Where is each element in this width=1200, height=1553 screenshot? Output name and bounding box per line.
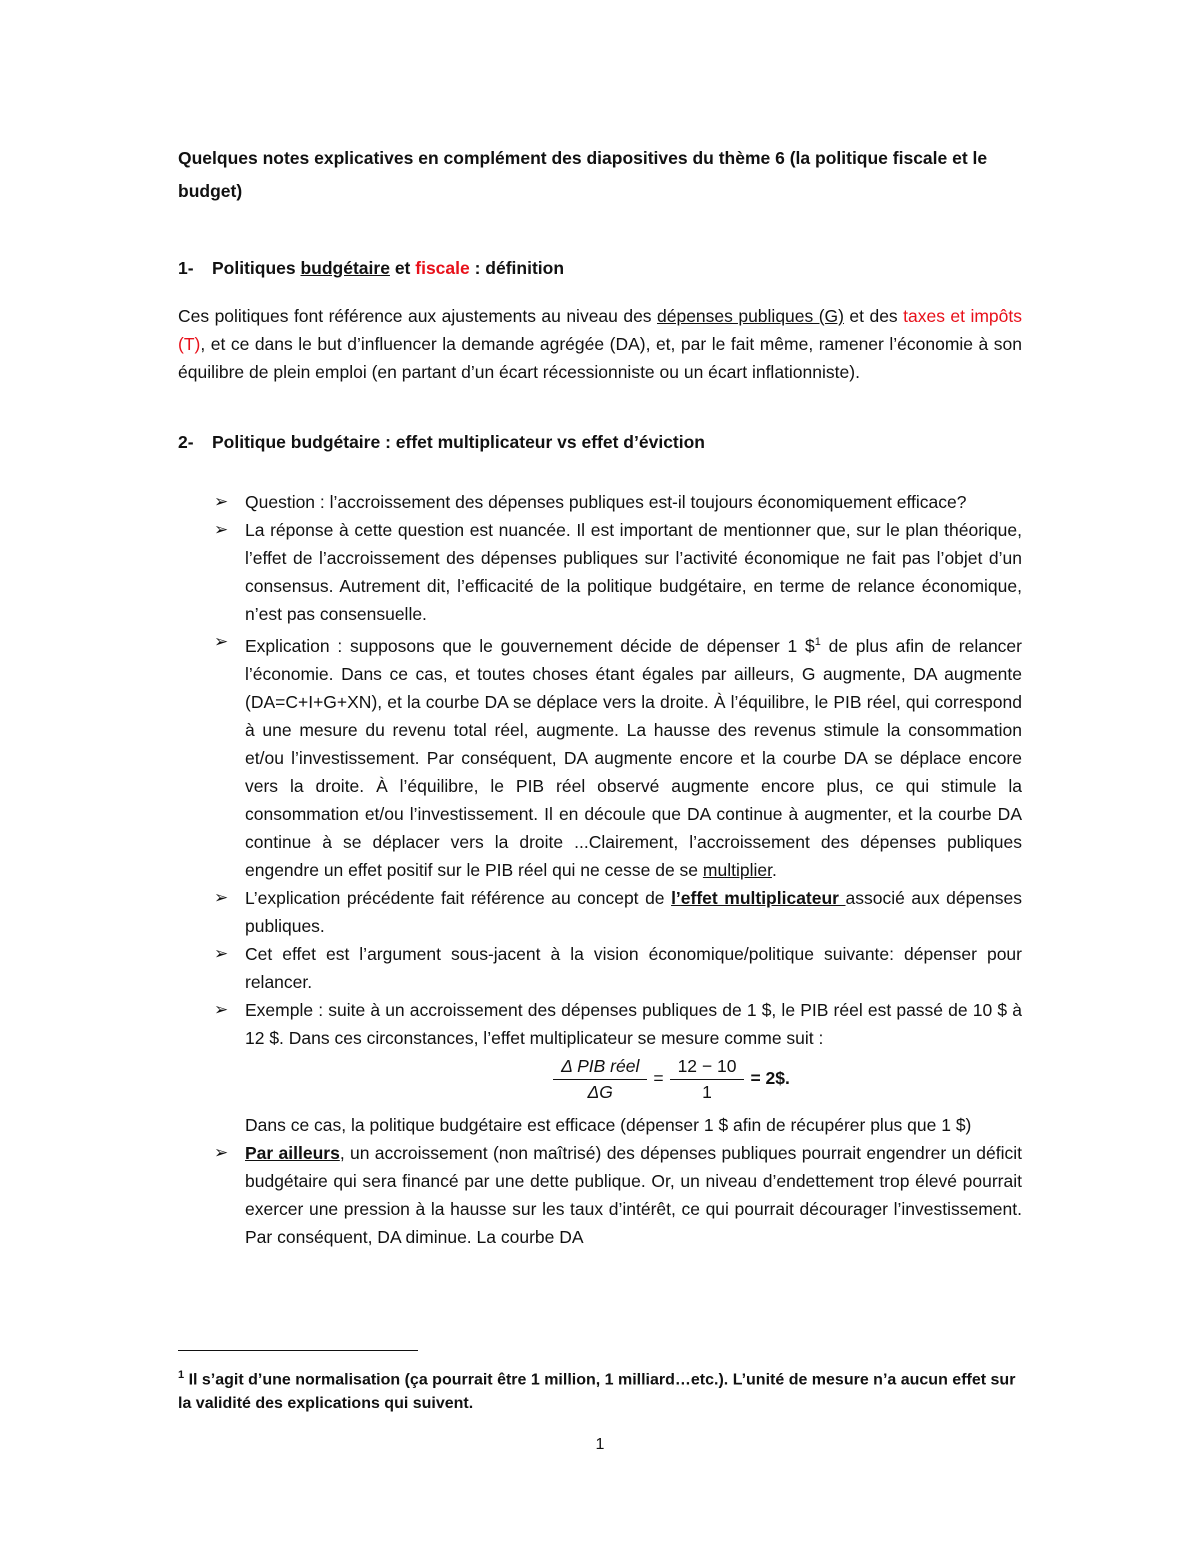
highlighted-term: fiscale <box>415 258 470 278</box>
underlined-term: dépenses publiques (G) <box>657 306 844 326</box>
list-item: ➢ L’explication précédente fait référence au concept de l’effet multiplicateur associé aux dépenses publiques. <box>214 884 1022 940</box>
page-number: 1 <box>595 1436 605 1453</box>
footnote: $^1$ Il s’agit d’une normalisation (ça pourrait être 1 million, 1 milliard…etc.). L’unité de mesure n’a aucun effet sur la validité des explications qui suivent. <box>178 1369 1016 1413</box>
underlined-term: budgétaire <box>300 258 390 278</box>
formula-fraction: $\frac{\text{Δ PIB réel}}{\Delta G}$ <box>553 1054 647 1105</box>
section-1-heading: 1- Politiques budgétaire et fiscale : définition <box>178 258 565 278</box>
arrow-bullet-icon: ➢ <box>214 520 229 539</box>
highlighted-term: taxes et impôts (T) <box>178 306 1022 355</box>
section-1-paragraph: Ces politiques font référence aux ajustements au niveau des dépenses publiques (G) et des taxes et impôts (T), et ce dans le but d’influencer la demande agrégée (DA), et, par le fait même, ramener l’économie à son équilibre de plein emploi (en partant d’un écart récessionniste ou un écart inflationniste). <box>178 306 1022 383</box>
bullet-list <box>214 488 1022 1251</box>
arrow-bullet-icon: ➢ <box>214 1142 229 1162</box>
list-item: ➢ Cet effet est l’argument sous-jacent à la vision économique/politique suivante: dépenser pour relancer. <box>214 940 1022 996</box>
arrow-bullet-icon: ➢ <box>214 999 229 1019</box>
arrow-bullet-icon: ➢ <box>214 887 229 907</box>
formula-conclusion: Dans ce cas, la politique budgétaire est efficace (dépenser 1 $ afin de récupérer plus que 1 $) <box>245 1114 972 1135</box>
list-item: ➢ Explication : supposons que le gouvernement décide de dépenser 1 \$$^1$ de plus afin de relancer l’économie. Dans ce cas, et toutes choses étant égales par ailleurs, G augmente, DA augmente (DA=C+I+G+XN), et la courbe DA se déplace vers la droite. À l’équilibre, le PIB réel, qui correspond à une mesure du revenu total réel, augmente. La hausse des revenus stimule la consommation et/ou l’investissement. Par conséquent, DA augmente encore et la courbe DA se déplace encore vers la droite. À l’équilibre, le PIB réel observé augmente encore plus, ce qui stimule la consommation et/ou l’investissement. Il en découle que DA continue à augmenter, et la courbe DA continue à se déplacer vers la droite ...Clairement, l’accroissement des dépenses publiques engendre un effet positif sur le PIB réel qui ne cesse de se multiplier. <box>214 628 1022 884</box>
section-number: 1- <box>178 258 194 278</box>
list-item: ➢ Par ailleurs, un accroissement (non maîtrisé) des dépenses publiques pourrait engendrer un déficit budgétaire qui sera financé par une dette publique. Or, un niveau d’endettement trop élevé pourrait exercer une pression à la hausse sur les taux d’intérêt, ce qui pourrait décourager l’investissement. Par conséquent, DA diminue. La courbe DA <box>214 1139 1022 1251</box>
footnote-mark: 1 <box>178 1369 185 1381</box>
arrow-bullet-icon: ➢ <box>214 632 229 651</box>
underlined-term: multiplier <box>702 859 772 880</box>
list-item: ➢ Question : l’accroissement des dépenses publiques est-il toujours économiquement efficace? <box>214 488 1022 516</box>
list-item: ➢ Exemple : suite à un accroissement des dépenses publiques de 1 $, le PIB réel est passé de 10 $ à 12 $. Dans ces circonstances, l’effet multiplicateur se mesure comme suit : $\frac{\text{Δ PIB réel}}{\Delta G}$ = $\frac{12 - 10}{1}$ = 2$. Dans ce cas, la politique budgétaire est efficace (dépenser 1 $ afin de récupérer plus que 1 $) <box>214 996 1022 1139</box>
footnote-separator <box>178 1350 418 1351</box>
key-concept: Par ailleurs <box>245 1142 340 1163</box>
arrow-bullet-icon: ➢ <box>214 943 229 963</box>
section-number: 2- <box>178 432 194 452</box>
list-item: ➢ La réponse à cette question est nuancée. Il est important de mentionner que, sur le plan théorique, l’effet de l’accroissement des dépenses publiques sur l’activité économique ne fait pas l’objet d’un consensus. Autrement dit, l’efficacité de la politique budgétaire, en terme de relance économique, n’est pas consensuelle. <box>214 516 1022 628</box>
document-title: Quelques notes explicatives en complément des diapositives du thème 6 (la politique fiscale et le budget) <box>178 148 988 201</box>
section-2-heading: 2- Politique budgétaire : effet multiplicateur vs effet d’éviction <box>178 432 705 452</box>
key-concept: l’effet multiplicateur <box>671 887 846 908</box>
formula-fraction: $\frac{12 - 10}{1}$ <box>670 1054 745 1105</box>
multiplier-formula: $\frac{\text{Δ PIB réel}}{\Delta G}$ = $\frac{12 - 10}{1}$ = 2$. <box>315 1052 1022 1111</box>
footnote-reference: 1 <box>814 636 821 648</box>
arrow-bullet-icon: ➢ <box>214 492 229 511</box>
